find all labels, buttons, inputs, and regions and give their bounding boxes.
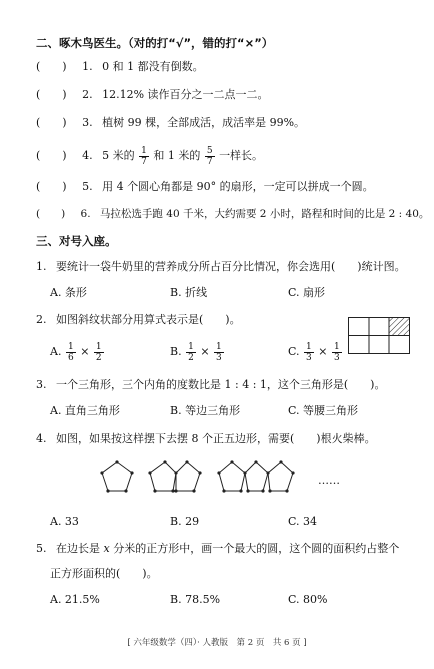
q5-option-a[interactable]: A. 21.5% bbox=[50, 593, 100, 606]
answer-blank[interactable]: ( ) bbox=[36, 208, 66, 220]
s3-q4 bbox=[36, 432, 376, 446]
continuation-dots: …… bbox=[318, 474, 340, 487]
question-number: 2. bbox=[36, 313, 47, 326]
s3-q1 bbox=[36, 260, 406, 274]
q3-option-a[interactable]: A. 直角三角形 bbox=[50, 404, 120, 417]
grid-figure-six-cells bbox=[348, 317, 410, 355]
q1-option-c[interactable]: C. 扇形 bbox=[288, 286, 326, 299]
question-text-1: 在边长是 bbox=[56, 542, 104, 555]
question-number: 1. bbox=[36, 260, 47, 273]
q2-option-c[interactable]: C. $\frac{1}{3}$ × $\frac{1}{3}$ bbox=[288, 341, 340, 363]
page-footer: [ 六年级数学（四）· 人教版 第 2 页 共 6 页 ] bbox=[127, 638, 307, 648]
q3-option-c[interactable]: C. 等腰三角形 bbox=[288, 404, 359, 417]
pentagon-2b bbox=[176, 462, 200, 491]
pentagon-3b bbox=[245, 462, 268, 491]
item-text-mid: 和 1 米的 bbox=[153, 149, 201, 162]
pentagon-3a bbox=[219, 462, 245, 491]
q4-option-c[interactable]: C. 34 bbox=[288, 515, 318, 528]
s2-item-5 bbox=[36, 180, 374, 194]
answer-blank[interactable]: ( ) bbox=[36, 180, 67, 193]
fraction-five-sevenths: $\frac{5}{7}$ bbox=[206, 145, 213, 167]
question-number: 4. bbox=[36, 432, 47, 445]
item-text: 12.12% 读作百分之一二点一二。 bbox=[102, 88, 269, 101]
item-text-post: 一样长。 bbox=[219, 149, 264, 162]
item-number: 1. bbox=[82, 60, 93, 73]
hatched-cell bbox=[389, 318, 409, 336]
s3-q2 bbox=[36, 313, 241, 327]
pentagon-3c bbox=[268, 462, 293, 491]
item-number: 5. bbox=[82, 180, 93, 193]
question-text-2: 分米的正方形中，画一个最大的圆，这个圆的面积约占整个 bbox=[109, 542, 400, 555]
s2-item-2 bbox=[36, 88, 269, 102]
question-text: 要统计一袋牛奶里的营养成分所占百分比情况，你会选用( )统计图。 bbox=[56, 260, 406, 273]
item-text: 用 4 个圆心角都是 90° 的扇形，一定可以拼成一个圆。 bbox=[102, 180, 374, 193]
q1-option-b[interactable]: B. 折线 bbox=[170, 286, 208, 299]
question-number: 5. bbox=[36, 542, 47, 555]
item-number: 3. bbox=[82, 116, 93, 129]
question-number: 3. bbox=[36, 378, 47, 391]
item-text: 植树 99 棵，全部成活，成活率是 99%。 bbox=[102, 116, 306, 129]
answer-blank[interactable]: ( ) bbox=[36, 88, 67, 101]
question-text: 如图，如果按这样摆下去摆 8 个正五边形，需要( )根火柴棒。 bbox=[56, 432, 376, 445]
item-text: 马拉松选手跑 40 千米，大约需要 2 小时，路程和时间的比是 2 : 40。 bbox=[99, 208, 430, 220]
q5-option-c[interactable]: C. 80% bbox=[288, 593, 328, 606]
item-text: 0 和 1 都没有倒数。 bbox=[102, 60, 204, 73]
section-3-title: 三、对号入座。 bbox=[36, 234, 117, 248]
answer-blank[interactable]: ( ) bbox=[36, 60, 67, 73]
q1-option-a[interactable]: A. 条形 bbox=[50, 286, 87, 299]
answer-blank[interactable]: ( ) bbox=[36, 116, 67, 129]
s2-item-1 bbox=[36, 60, 204, 74]
item-text-pre: 5 米的 bbox=[102, 149, 135, 162]
q3-option-b[interactable]: B. 等边三角形 bbox=[170, 404, 241, 417]
fraction-one-seventh: $\frac{1}{7}$ bbox=[141, 145, 147, 167]
q4-option-b[interactable]: B. 29 bbox=[170, 515, 200, 528]
item-number: 6. bbox=[80, 208, 91, 220]
question-text: 如图斜纹状部分用算式表示是( )。 bbox=[56, 313, 241, 326]
s3-q3 bbox=[36, 378, 385, 392]
s2-item-4 bbox=[36, 145, 263, 167]
q2-option-a[interactable]: A. $\frac{1}{6}$ × $\frac{1}{2}$ bbox=[50, 341, 102, 363]
item-number: 2. bbox=[82, 88, 93, 101]
q2-option-b[interactable]: B. $\frac{1}{2}$ × $\frac{1}{3}$ bbox=[170, 341, 222, 363]
q4-option-a[interactable]: A. 33 bbox=[50, 515, 79, 528]
question-text: 一个三角形，三个内角的度数比是 1 : 4 : 1，这个三角形是( )。 bbox=[56, 378, 386, 391]
s2-item-3 bbox=[36, 116, 305, 130]
answer-blank[interactable]: ( ) bbox=[36, 149, 67, 162]
q5-option-b[interactable]: B. 78.5% bbox=[170, 593, 221, 606]
s3-q5 bbox=[36, 542, 399, 556]
pentagon-2a bbox=[150, 462, 176, 491]
s2-item-6 bbox=[36, 207, 429, 221]
q5-line-2: 正方形面积的( )。 bbox=[50, 567, 158, 580]
variable-x: x bbox=[103, 542, 110, 555]
item-number: 4. bbox=[82, 149, 93, 162]
pentagon-matchstick-figures bbox=[96, 458, 316, 504]
section-2-title: 二、啄木鸟医生。（对的打“√”，错的打“×”） bbox=[36, 36, 274, 50]
pentagon-1 bbox=[102, 462, 132, 491]
